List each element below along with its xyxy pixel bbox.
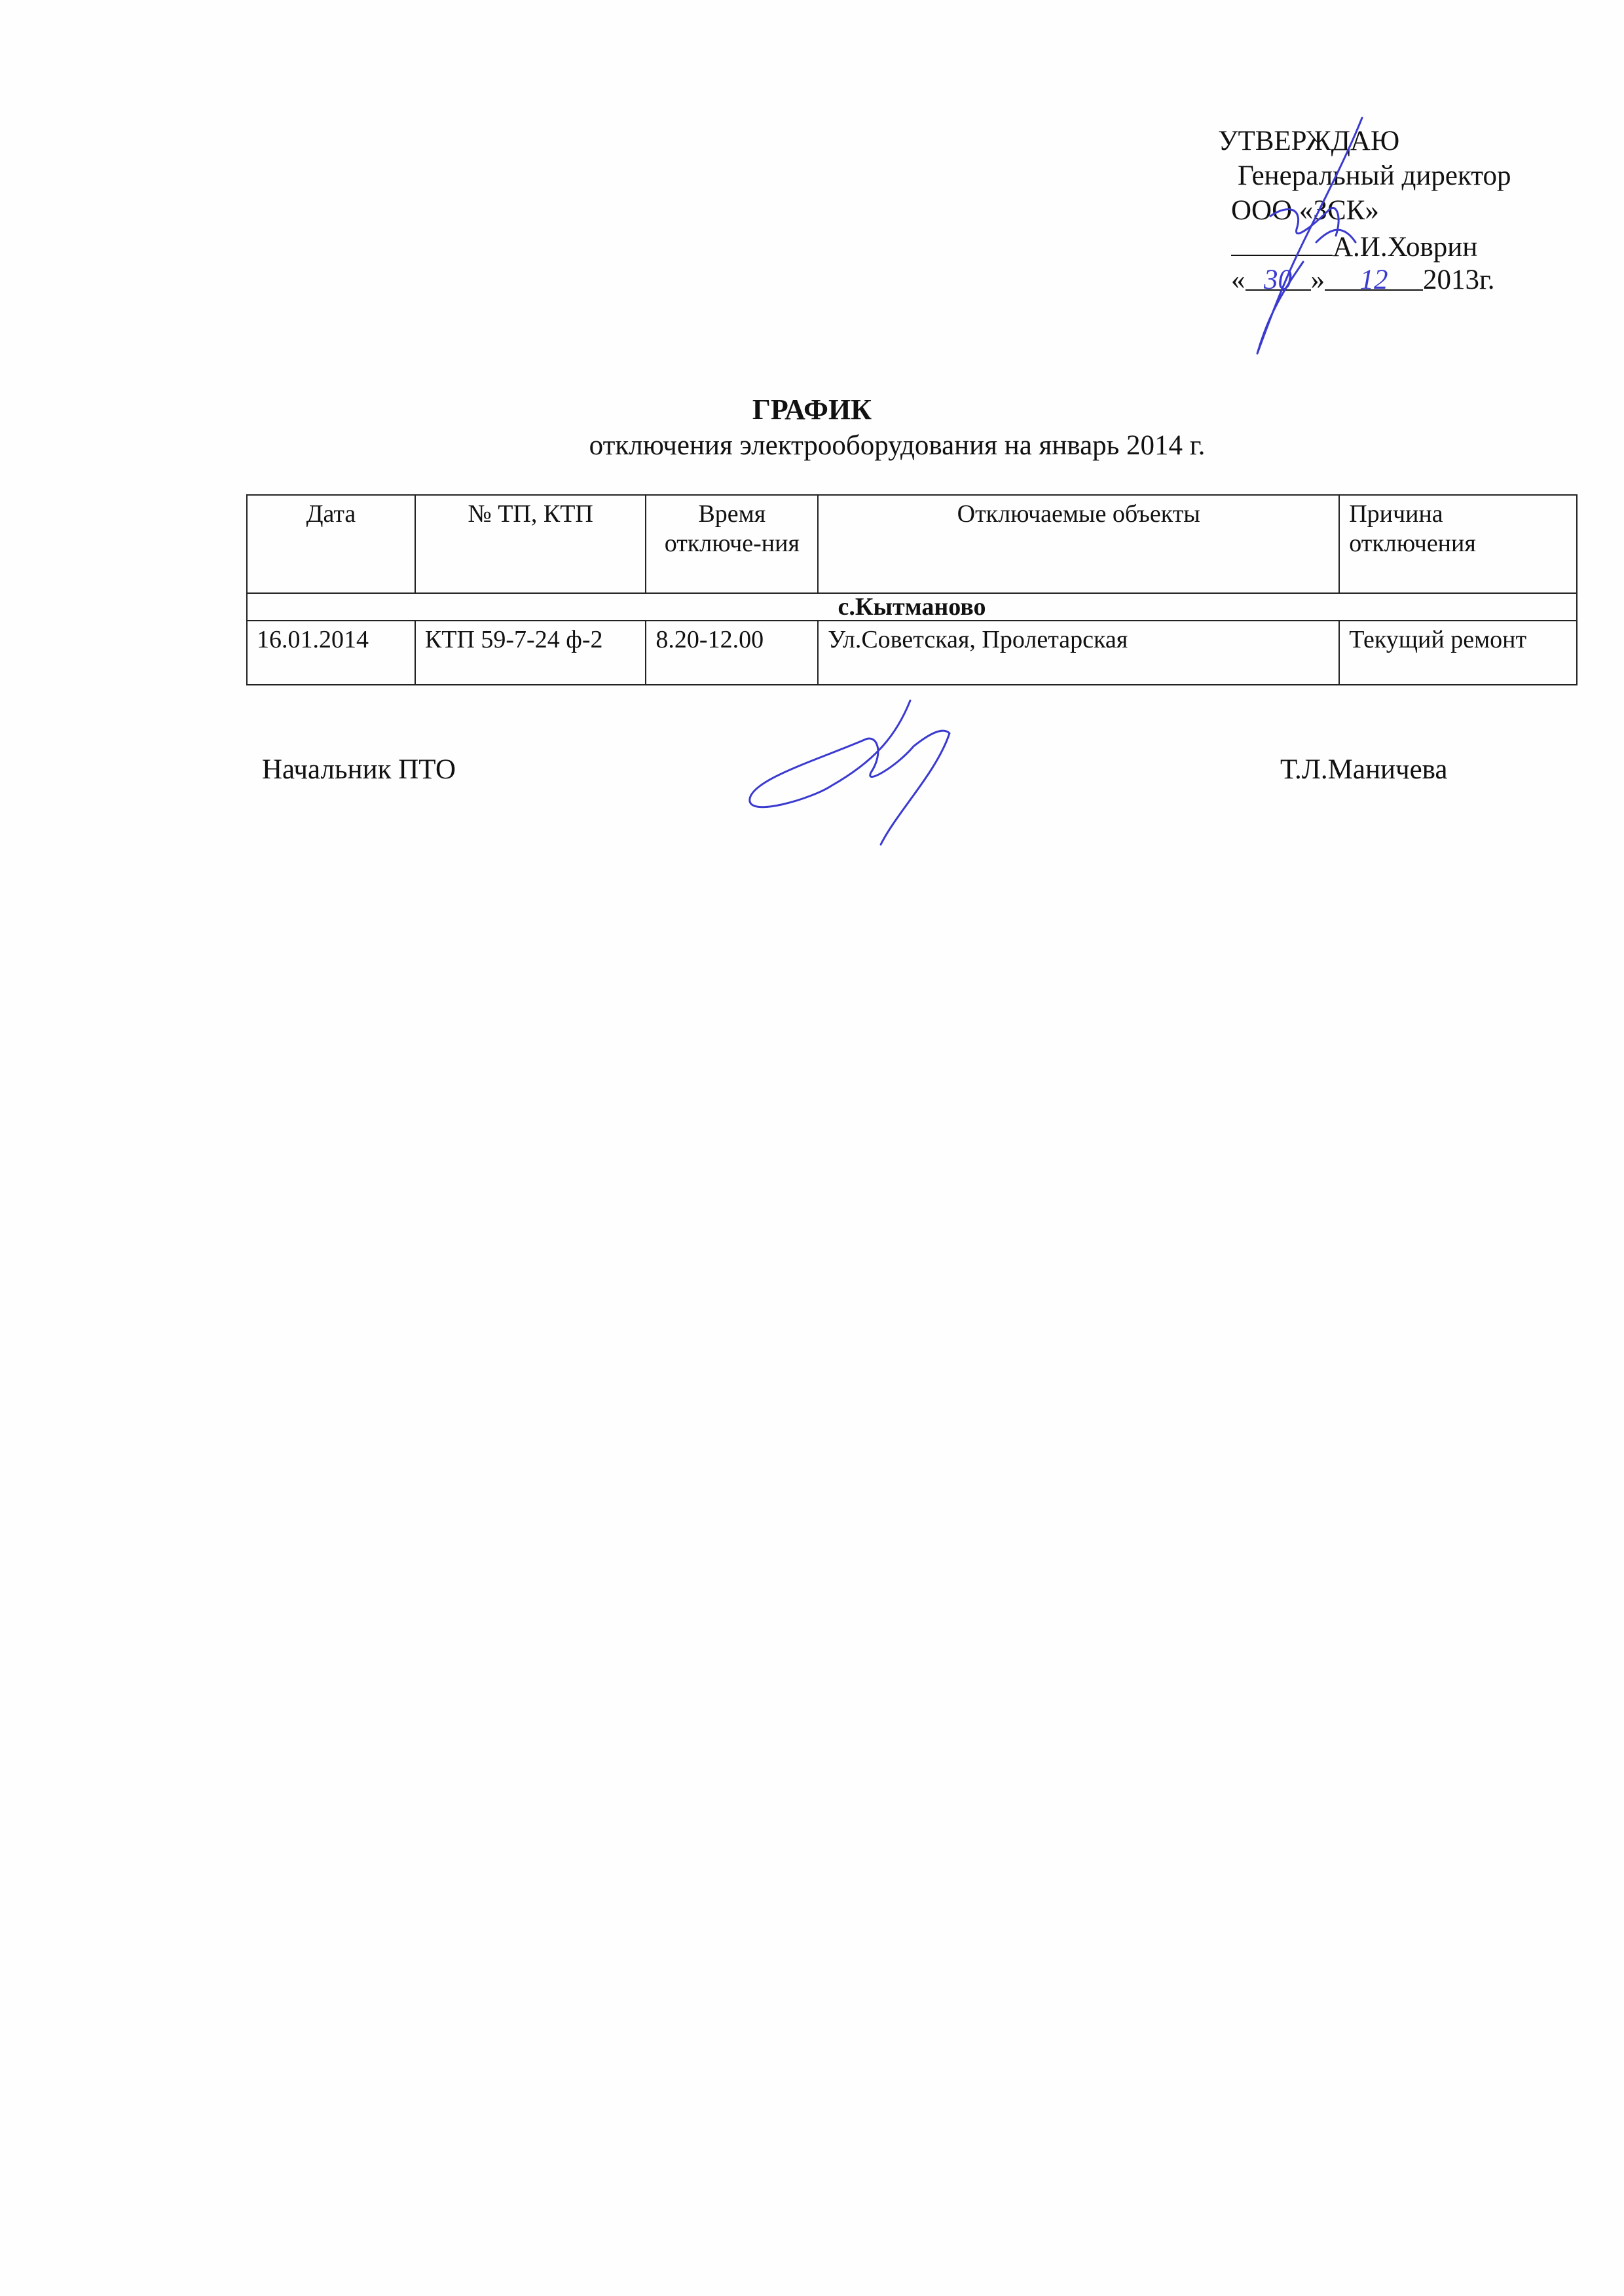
header-time: Время отключе-ния xyxy=(646,495,818,593)
date-open-quote: « xyxy=(1231,264,1246,295)
signer-role: Начальник ПТО xyxy=(262,754,456,785)
pto-signature xyxy=(733,687,969,858)
document-title: ГРАФИК xyxy=(752,393,872,426)
cell-date: 16.01.2014 xyxy=(247,621,415,685)
table-row xyxy=(247,621,1577,685)
cell-reason: Текущий ремонт xyxy=(1339,621,1577,685)
date-year: 2013г. xyxy=(1423,264,1495,295)
header-objects: Отключаемые объекты xyxy=(818,495,1339,593)
table-header-row xyxy=(247,495,1577,593)
section-locality: с.Кытманово xyxy=(247,593,1577,621)
approval-name: А.И.Ховрин xyxy=(1333,232,1478,263)
cell-objects: Ул.Советская, Пролетарская xyxy=(818,621,1339,685)
header-substation: № ТП, КТП xyxy=(415,495,646,593)
header-reason: Причина отключения xyxy=(1339,495,1577,593)
approval-heading: УТВЕРЖДАЮ xyxy=(1218,126,1400,156)
table-section-row xyxy=(247,593,1577,621)
date-close-quote: » xyxy=(1310,264,1325,295)
signer-name: Т.Л.Маничева xyxy=(1280,754,1448,785)
cell-time: 8.20-12.00 xyxy=(646,621,818,685)
director-signature xyxy=(1231,111,1401,367)
outage-table xyxy=(246,494,1578,685)
document-subtitle: отключения электрооборудования на январь 2014 г. xyxy=(589,430,1206,461)
header-date: Дата xyxy=(247,495,415,593)
approval-position: Генеральный директор xyxy=(1238,160,1511,191)
date-day: 30 xyxy=(1246,263,1311,291)
date-month: 12 xyxy=(1325,263,1423,291)
cell-substation: КТП 59-7-24 ф-2 xyxy=(415,621,646,685)
approval-company: ООО «ЗСК» xyxy=(1231,195,1379,226)
